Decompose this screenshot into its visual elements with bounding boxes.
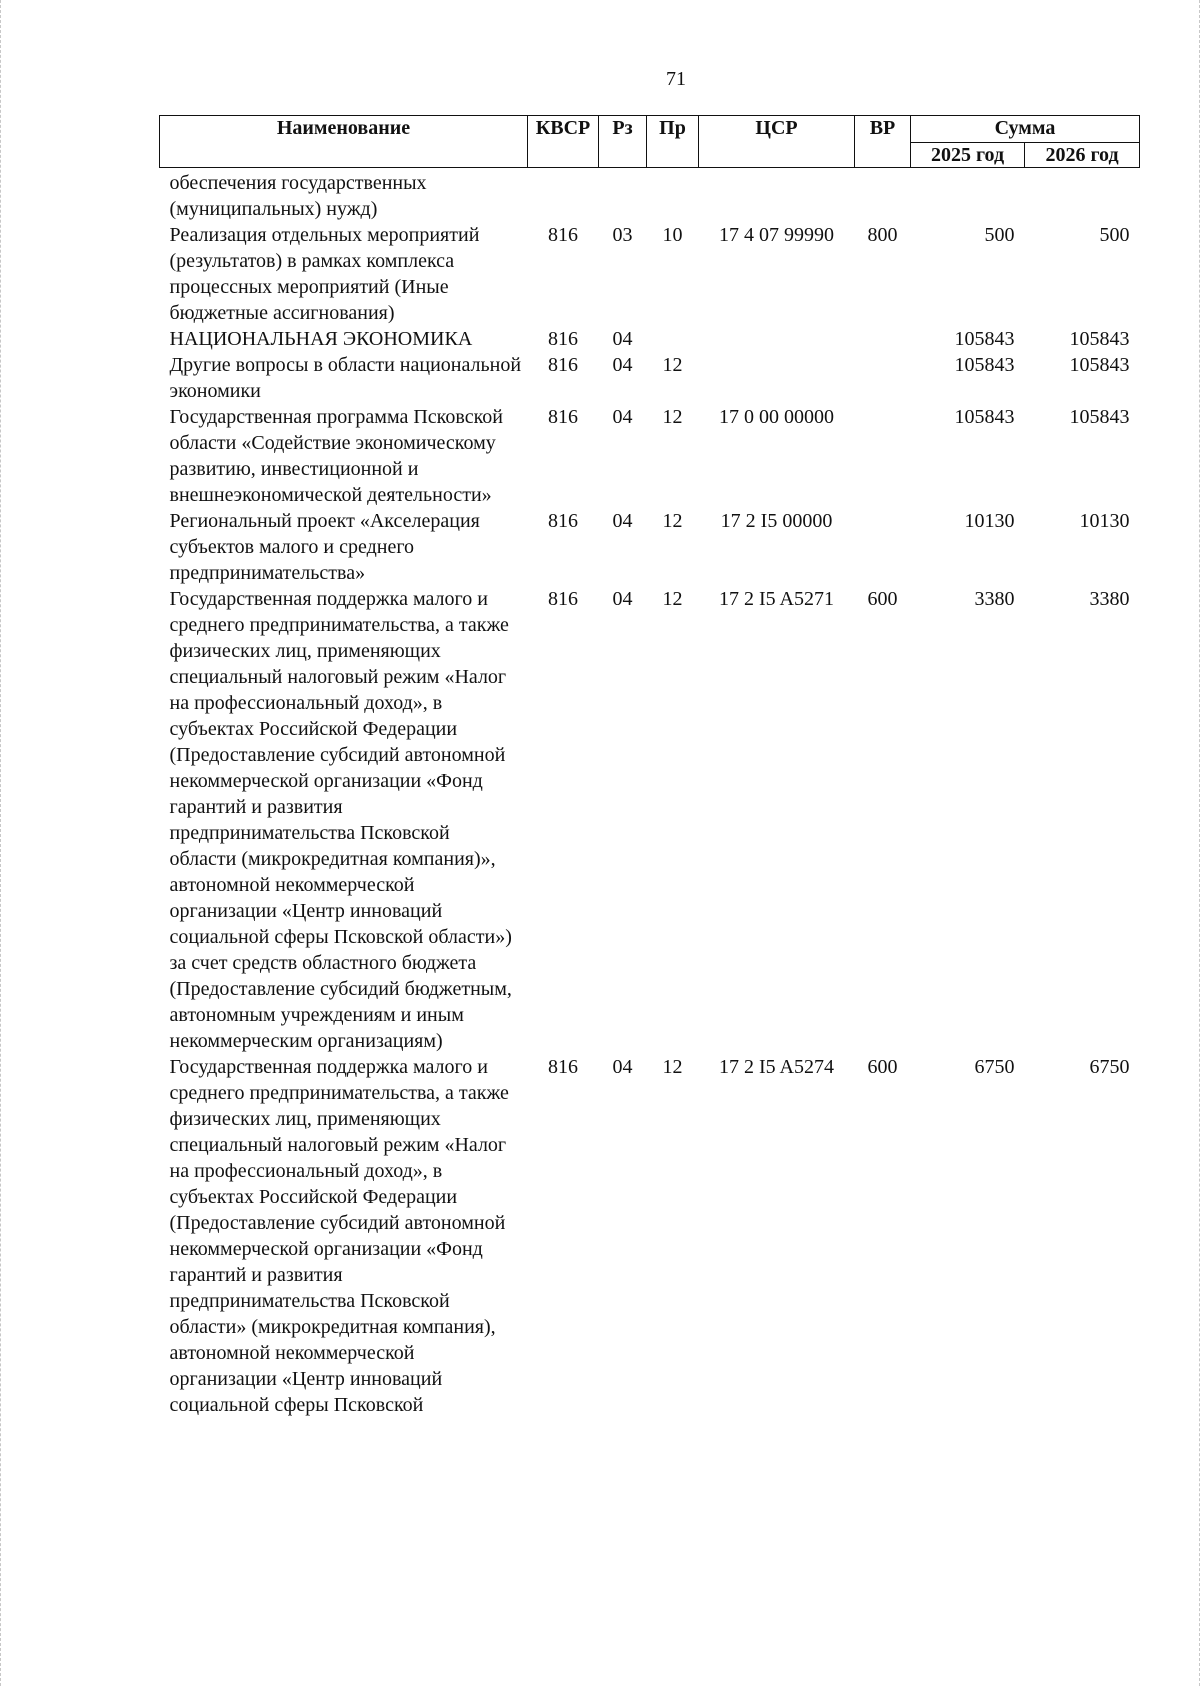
row-name: Государственная поддержка малого и среднего предпринимательства, а также физических лиц, применяющих специальный налоговый режим «Налог на профессиональный доход», в субъектах Российской Федерации (Предоставление субсидий автономной некоммерческой организации «Фонд гарантий и развития предпринимательства Псковской области» (микрокредитная компания), автономной некоммерческой организации «Центр инноваций социальной сферы Псковской bbox=[169, 1056, 509, 1416]
row-kvsr: 816 bbox=[548, 510, 578, 532]
row-pr: 12 bbox=[662, 588, 683, 610]
budget-table bbox=[159, 115, 1140, 1418]
row-amount-2026: 6750 bbox=[1089, 1056, 1130, 1078]
row-pr bbox=[647, 326, 699, 352]
header-rz: Рз bbox=[599, 116, 647, 168]
page-number: 71 bbox=[666, 68, 686, 90]
row-pr: 12 bbox=[662, 510, 683, 532]
row-pr bbox=[647, 168, 699, 223]
row-name: Другие вопросы в области национальной экономики bbox=[169, 354, 522, 402]
row-amount-2025: 3380 bbox=[974, 588, 1015, 610]
left-scan-edge bbox=[0, 0, 4, 1686]
row-name: НАЦИОНАЛЬНАЯ ЭКОНОМИКА bbox=[169, 328, 473, 350]
row-amount-2025: 105843 bbox=[954, 406, 1015, 428]
row-vr bbox=[855, 326, 911, 352]
row-amount-2025: 6750 bbox=[974, 1056, 1015, 1078]
row-amount-2025: 105843 bbox=[954, 328, 1015, 350]
row-rz: 04 bbox=[612, 406, 633, 428]
row-name: Государственная программа Псковской области «Содействие экономическому развитию, инвестиционной и внешнеэкономической деятельности» bbox=[169, 406, 503, 506]
row-amount-2026 bbox=[1025, 168, 1140, 223]
row-rz: 04 bbox=[612, 510, 633, 532]
row-rz: 04 bbox=[612, 328, 633, 350]
row-kvsr: 816 bbox=[548, 354, 578, 376]
row-vr bbox=[855, 404, 911, 508]
row-name: Региональный проект «Акселерация субъектов малого и среднего предпринимательства» bbox=[169, 510, 480, 584]
row-name: обеспечения государственных (муниципальных) нужд) bbox=[169, 172, 427, 220]
row-kvsr: 816 bbox=[548, 588, 578, 610]
header-csr: ЦСР bbox=[699, 116, 855, 168]
row-amount-2026: 105843 bbox=[1069, 328, 1130, 350]
row-csr: 17 4 07 99990 bbox=[719, 224, 834, 246]
table-row bbox=[160, 508, 1140, 586]
header-year-2025: 2025 год bbox=[911, 143, 1025, 168]
row-rz: 04 bbox=[612, 1056, 633, 1078]
row-csr: 17 2 I5 A5271 bbox=[719, 588, 834, 610]
row-csr bbox=[699, 352, 855, 404]
header-name: Наименование bbox=[160, 116, 528, 168]
row-amount-2025: 10130 bbox=[964, 510, 1015, 532]
row-rz: 04 bbox=[612, 354, 633, 376]
table-row bbox=[160, 404, 1140, 508]
row-amount-2025 bbox=[911, 168, 1025, 223]
table-row bbox=[160, 168, 1140, 223]
table-body bbox=[160, 168, 1140, 1419]
row-name: Государственная поддержка малого и среднего предпринимательства, а также физических лиц, применяющих специальный налоговый режим «Налог на профессиональный доход», в субъектах Российской Федерации (Предоставление субсидий автономной некоммерческой организации «Фонд гарантий и развития предпринимательства Псковской области (микрокредитная компания)», автономной некоммерческой организации «Центр инноваций социальной сферы Псковской области») за счет средств областного бюджета (Предоставление субсидий бюджетным, автономным учреждениям и иным некоммерческим организациям) bbox=[169, 588, 512, 1052]
row-vr bbox=[855, 508, 911, 586]
row-kvsr bbox=[528, 168, 599, 223]
row-pr: 12 bbox=[662, 354, 683, 376]
header-pr: Пр bbox=[647, 116, 699, 168]
header-kvsr: КВСР bbox=[528, 116, 599, 168]
table-row bbox=[160, 586, 1140, 1054]
row-name: Реализация отдельных мероприятий (результатов) в рамках комплекса процессных мероприятий (Иные бюджетные ассигнования) bbox=[169, 224, 480, 324]
table-row bbox=[160, 352, 1140, 404]
row-amount-2025: 500 bbox=[984, 224, 1015, 246]
row-rz: 03 bbox=[612, 224, 633, 246]
row-vr bbox=[855, 352, 911, 404]
row-kvsr: 816 bbox=[548, 406, 578, 428]
header-year-2026: 2026 год bbox=[1025, 143, 1140, 168]
header-sum: Сумма bbox=[911, 116, 1140, 143]
row-csr bbox=[699, 168, 855, 223]
header-vr: ВР bbox=[855, 116, 911, 168]
table-row bbox=[160, 222, 1140, 326]
row-vr: 800 bbox=[867, 224, 898, 246]
row-rz bbox=[599, 168, 647, 223]
table-row bbox=[160, 1054, 1140, 1418]
row-csr bbox=[699, 326, 855, 352]
row-pr: 12 bbox=[662, 406, 683, 428]
row-vr: 600 bbox=[867, 1056, 898, 1078]
row-amount-2026: 500 bbox=[1099, 224, 1130, 246]
table-row bbox=[160, 326, 1140, 352]
right-scan-edge bbox=[1196, 0, 1200, 1686]
row-csr: 17 0 00 00000 bbox=[719, 406, 834, 428]
row-pr: 12 bbox=[662, 1056, 683, 1078]
budget-table-sheet bbox=[159, 115, 1139, 1418]
row-kvsr: 816 bbox=[548, 328, 578, 350]
row-pr: 10 bbox=[662, 224, 683, 246]
row-vr: 600 bbox=[867, 588, 898, 610]
row-amount-2025: 105843 bbox=[954, 354, 1015, 376]
table-header bbox=[160, 116, 1140, 168]
row-vr bbox=[855, 168, 911, 223]
row-amount-2026: 105843 bbox=[1069, 406, 1130, 428]
row-csr: 17 2 I5 00000 bbox=[720, 510, 833, 532]
row-kvsr: 816 bbox=[548, 1056, 578, 1078]
row-csr: 17 2 I5 A5274 bbox=[719, 1056, 834, 1078]
row-amount-2026: 3380 bbox=[1089, 588, 1130, 610]
row-kvsr: 816 bbox=[548, 224, 578, 246]
row-rz: 04 bbox=[612, 588, 633, 610]
row-amount-2026: 105843 bbox=[1069, 354, 1130, 376]
row-amount-2026: 10130 bbox=[1079, 510, 1130, 532]
